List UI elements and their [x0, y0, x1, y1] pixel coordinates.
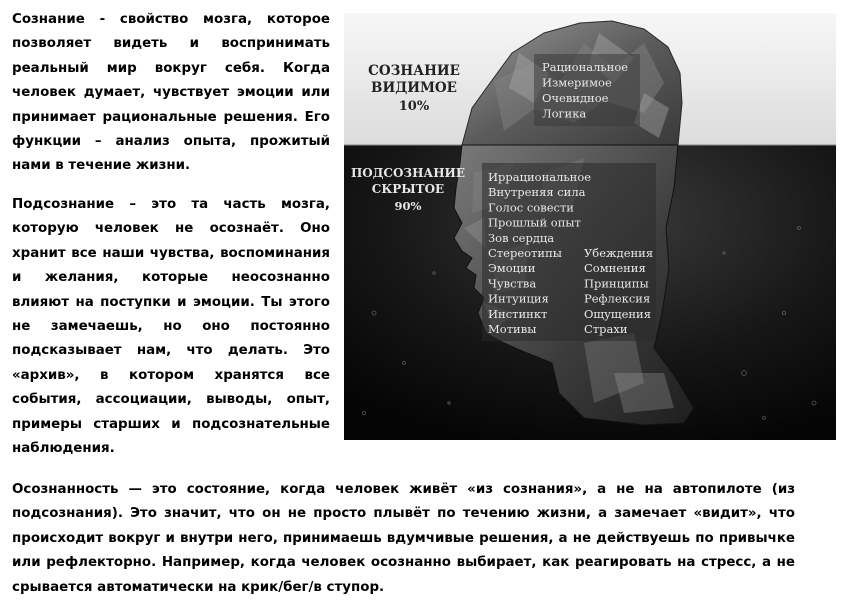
paragraph-subconscious: Подсознание – это та часть мозга, которую человек не осознаёт. Оно хранит все наши чувства, воспоминания и желания, которые неосознанно влияют на поступки и эмоции. Ты этого не замечаешь, но оно постоянно подсказывает нам, что делать. Это «архив», в котором хранятся все события, ассоциации, выводы, опыт, примеры старших и подсознательные наблюдения. [12, 197, 330, 457]
conscious-trait-label: Рациональное [542, 60, 629, 74]
subconscious-trait-label: Прошлый опыт [488, 215, 581, 230]
subconscious-trait-label: Убеждения [584, 246, 654, 260]
subconscious-trait-label: Инстинкт [488, 306, 548, 321]
subconscious-trait-label: Иррациональное [488, 170, 592, 184]
subconscious-trait-label: Зов сердца [488, 230, 555, 245]
subconscious-trait-label: Стереотипы [488, 246, 562, 260]
subconscious-trait-label: Интуиция [488, 291, 549, 306]
subconscious-trait-label: Страхи [584, 322, 628, 336]
subconscious-trait-label: Сомнения [584, 261, 646, 276]
paragraph-awareness: Осознанность — это состояние, когда человек живёт «из сознания», а не на автопилоте (из подсознания). Это значит, что он не просто плывёт по течению жизни, а замечает «видит», что происходит вокруг и внутри него, принимаешь вдумчивые решения, а не действуешь по привычке или рефлекторно. Например, когда человек осознанно выбирает, как реагировать на стресс, а не срывается автоматически на крик/бег/в ступор. [12, 482, 795, 595]
subconscious-trait-label: Принципы [584, 276, 649, 291]
paragraph-consciousness: Сознание - свойство мозга, которое позволяет видеть и воспринимать реальный мир вокруг себя. Когда человек думает, чувствует эмоции или принимает рациональные решения. Его функции – анализ опыта, прожитый нами в течение жизни. [12, 12, 330, 174]
consciousness-percent: 10% [398, 99, 430, 114]
consciousness-heading: СОЗНАНИЕ [368, 63, 460, 79]
conscious-trait-label: Очевидное [542, 91, 609, 105]
subconscious-trait-label: Эмоции [488, 261, 536, 276]
subconscious-trait-label: Внутреняя сила [488, 185, 586, 200]
subconscious-trait-label: Чувства [488, 276, 537, 291]
subconscious-percent: 90% [394, 199, 422, 213]
subconscious-trait-label: Рефлексия [584, 291, 651, 306]
consciousness-subheading: ВИДИМОЕ [371, 80, 457, 96]
conscious-trait-label: Логика [542, 106, 587, 121]
conscious-trait-label: Измеримое [542, 75, 612, 90]
subconscious-subheading: СКРЫТОЕ [371, 182, 445, 196]
subconscious-heading: ПОДСОЗНАНИЕ [350, 166, 466, 180]
subconscious-trait-label: Мотивы [488, 322, 537, 336]
subconscious-trait-label: Голос совести [488, 200, 574, 215]
subconscious-trait-label: Ощущения [584, 306, 651, 321]
iceberg-head-illustration [344, 13, 836, 440]
